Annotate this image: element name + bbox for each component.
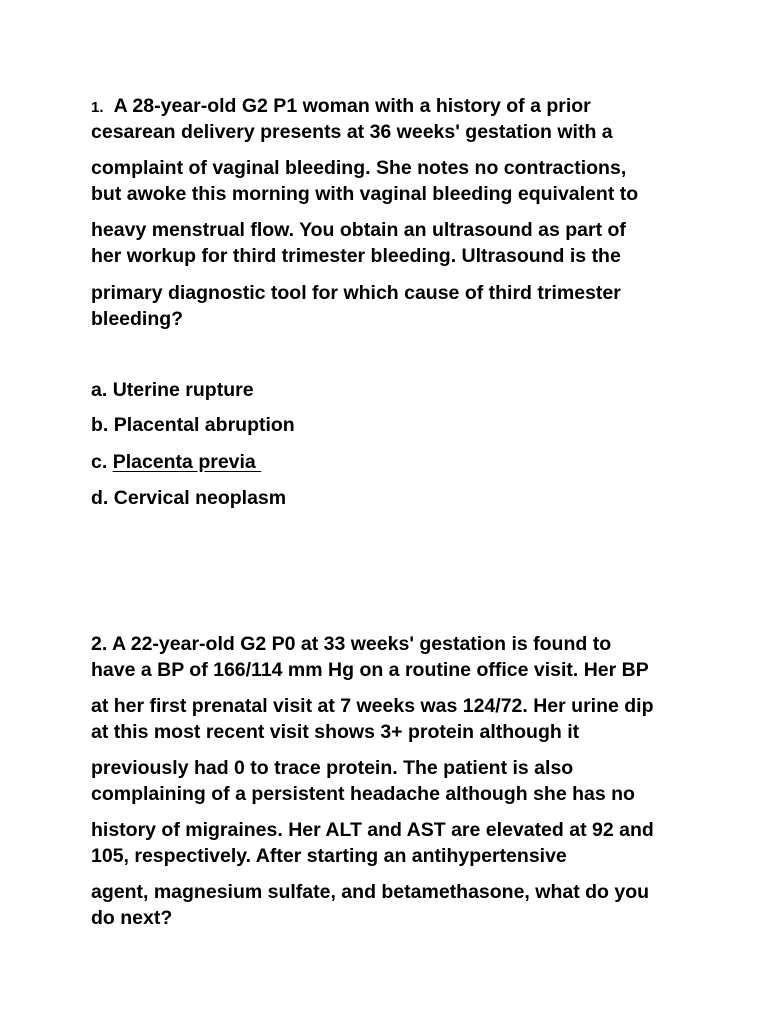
option-d-letter: d. xyxy=(91,487,109,509)
option-a-text: Uterine rupture xyxy=(112,379,254,401)
option-d xyxy=(91,487,286,509)
question-1-line-2: cesarean delivery presents at 36 weeks' gestation with a xyxy=(91,121,613,143)
question-2-line-7: history of migraines. Her ALT and AST are elevated at 92 and xyxy=(91,819,654,841)
option-b-text: Placental abruption xyxy=(113,414,295,436)
question-2-line-6: complaining of a persistent headache although she has no xyxy=(91,783,635,805)
question-2-line-2: have a BP of 166/114 mm Hg on a routine office visit. Her BP xyxy=(91,659,649,681)
option-a-letter: a. xyxy=(91,379,108,401)
question-2-line-9: agent, magnesium sulfate, and betamethasone, what do you xyxy=(91,881,650,903)
question-1-line-3: complaint of vaginal bleeding. She notes no contractions, xyxy=(91,157,627,179)
question-2-line-8: 105, respectively. After starting an antihypertensive xyxy=(91,845,567,867)
question-2-number: 2. xyxy=(91,633,108,655)
option-d-text: Cervical neoplasm xyxy=(113,487,287,509)
option-c-text-answer: Placenta previa xyxy=(112,451,262,473)
question-1-stem-text: A 28-year-old G2 P1 woman with a history of a prior xyxy=(113,95,591,117)
option-b xyxy=(91,414,295,436)
option-a xyxy=(91,379,254,401)
question-1-line-5: heavy menstrual flow. You obtain an ultrasound as part of xyxy=(91,219,626,241)
question-1-line-7: primary diagnostic tool for which cause of third trimester xyxy=(91,282,621,304)
question-1-number: 1. xyxy=(91,99,104,116)
question-2-line-3: at her first prenatal visit at 7 weeks was 124/72. Her urine dip xyxy=(91,695,654,717)
question-2-line-10: do next? xyxy=(91,907,173,929)
question-1-line-8: bleeding? xyxy=(91,308,184,330)
option-c xyxy=(91,451,261,473)
question-1-line-1 xyxy=(91,95,591,119)
question-2-line-1 xyxy=(91,633,611,655)
option-c-letter: c. xyxy=(91,451,108,473)
question-2-stem-text: A 22-year-old G2 P0 at 33 weeks' gestation is found to xyxy=(111,633,612,655)
question-2-line-5: previously had 0 to trace protein. The patient is also xyxy=(91,757,574,779)
question-1-line-4: but awoke this morning with vaginal bleeding equivalent to xyxy=(91,183,639,205)
option-b-letter: b. xyxy=(91,414,109,436)
question-1-line-6: her workup for third trimester bleeding. Ultrasound is the xyxy=(91,245,621,267)
question-2-line-4: at this most recent visit shows 3+ protein although it xyxy=(91,721,580,743)
